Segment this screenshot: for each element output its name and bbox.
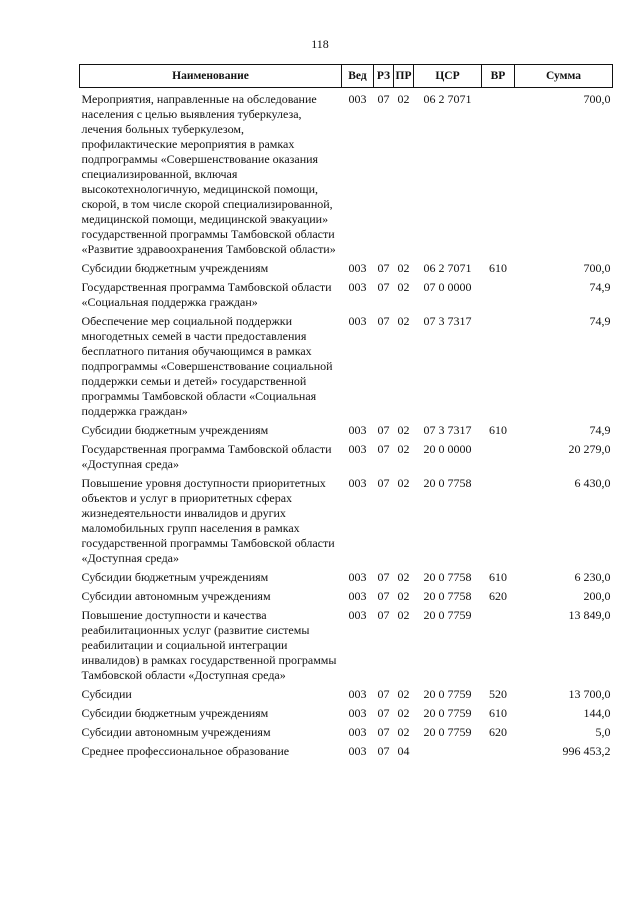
table-row bbox=[80, 472, 613, 566]
row-name: Государственная программа Тамбовской области «Доступная среда» bbox=[81, 442, 332, 471]
column-header-ved: Вед bbox=[342, 65, 374, 88]
column-header-pr: ПР bbox=[394, 65, 414, 88]
row-name: Мероприятия, направленные на обследование населения с целью выявления туберкулеза, лечения больных туберкулезом, профилактические мероприятия в рамках подпрограммы «Совершенствование оказания специализированной, включая высокотехнологичную, медицинской помощи, скорой, в том числе скорой специализированной, медицинской помощи, медицинской эвакуации» государственной программы Тамбовской области «Развитие здравоохранения Тамбовской области» bbox=[81, 92, 336, 256]
table-header-row bbox=[80, 65, 613, 88]
table-row bbox=[80, 585, 613, 604]
row-ved: 003 bbox=[348, 423, 367, 437]
row-vr bbox=[482, 740, 515, 759]
budget-table bbox=[79, 64, 613, 759]
table-row bbox=[80, 257, 613, 276]
row-ved: 003 bbox=[348, 280, 367, 294]
row-csr: 20 0 0000 bbox=[423, 442, 472, 456]
row-ved: 003 bbox=[348, 687, 367, 701]
row-name: Повышение уровня доступности приоритетных объектов и услуг в приоритетных сферах жизнедеятельности инвалидов и других маломобильных групп населения в рамках государственной программы Тамбовской области «Доступная среда» bbox=[81, 476, 335, 565]
row-sum: 6 430,0 bbox=[574, 476, 611, 490]
table-row bbox=[80, 419, 613, 438]
row-vr bbox=[482, 472, 515, 566]
row-name: Обеспечение мер социальной поддержки многодетных семей в части предоставления бесплатного питания обучающимся в рамках подпрограммы «Совершенствование социальной поддержки семьи и детей» государственной программы Тамбовской области «Социальная поддержка граждан» bbox=[81, 314, 333, 418]
table-row bbox=[80, 566, 613, 585]
row-name: Субсидии bbox=[81, 687, 132, 701]
row-name: Повышение доступности и качества реабилитационных услуг (развитие системы реабилитации и социальной интеграции инвалидов) в рамках государственной программы Тамбовской области «Доступная среда» bbox=[81, 608, 337, 682]
row-name: Субсидии бюджетным учреждениям bbox=[81, 570, 269, 584]
row-vr: 610 bbox=[489, 423, 507, 437]
row-ved: 003 bbox=[348, 314, 367, 328]
table-row bbox=[80, 683, 613, 702]
row-csr: 20 0 7759 bbox=[423, 725, 472, 739]
row-rz: 07 bbox=[377, 608, 390, 622]
row-name: Субсидии автономным учреждениям bbox=[81, 589, 271, 603]
row-csr bbox=[414, 740, 482, 759]
row-csr: 20 0 7758 bbox=[423, 476, 472, 490]
row-ved: 003 bbox=[348, 608, 367, 622]
table-row bbox=[80, 721, 613, 740]
row-pr: 04 bbox=[397, 744, 410, 758]
column-header-rz: РЗ bbox=[374, 65, 394, 88]
row-vr: 610 bbox=[489, 570, 507, 584]
table-row bbox=[80, 438, 613, 472]
table-body bbox=[80, 88, 613, 760]
table-row bbox=[80, 276, 613, 310]
table-row bbox=[80, 702, 613, 721]
row-pr: 02 bbox=[397, 423, 410, 437]
row-sum: 700,0 bbox=[583, 261, 611, 275]
row-ved: 003 bbox=[348, 589, 367, 603]
row-rz: 07 bbox=[377, 423, 390, 437]
row-name: Субсидии бюджетным учреждениям bbox=[81, 261, 269, 275]
row-rz: 07 bbox=[377, 442, 390, 456]
row-vr: 620 bbox=[489, 725, 507, 739]
row-rz: 07 bbox=[377, 725, 390, 739]
row-rz: 07 bbox=[377, 570, 390, 584]
row-rz: 07 bbox=[377, 706, 390, 720]
row-vr bbox=[482, 310, 515, 419]
row-rz: 07 bbox=[377, 687, 390, 701]
row-ved: 003 bbox=[348, 261, 367, 275]
row-vr: 610 bbox=[489, 261, 507, 275]
row-vr: 520 bbox=[489, 687, 507, 701]
row-rz: 07 bbox=[377, 314, 390, 328]
row-csr: 20 0 7758 bbox=[423, 589, 472, 603]
row-csr: 06 2 7071 bbox=[423, 92, 472, 106]
row-csr: 07 3 7317 bbox=[423, 423, 472, 437]
row-sum: 20 279,0 bbox=[568, 442, 611, 456]
row-rz: 07 bbox=[377, 744, 390, 758]
row-sum: 74,9 bbox=[589, 423, 611, 437]
row-vr bbox=[482, 604, 515, 683]
row-vr bbox=[482, 88, 515, 258]
row-rz: 07 bbox=[377, 589, 390, 603]
row-rz: 07 bbox=[377, 476, 390, 490]
row-name: Субсидии бюджетным учреждениям bbox=[81, 706, 269, 720]
row-sum: 13 700,0 bbox=[568, 687, 611, 701]
row-sum: 5,0 bbox=[595, 725, 611, 739]
row-vr: 620 bbox=[489, 589, 507, 603]
row-pr: 02 bbox=[397, 608, 410, 622]
row-rz: 07 bbox=[377, 92, 390, 106]
row-pr: 02 bbox=[397, 476, 410, 490]
row-pr: 02 bbox=[397, 706, 410, 720]
row-name: Государственная программа Тамбовской области «Социальная поддержка граждан» bbox=[81, 280, 332, 309]
table-row bbox=[80, 604, 613, 683]
column-header-sum: Сумма bbox=[515, 65, 613, 88]
row-vr bbox=[482, 276, 515, 310]
row-pr: 02 bbox=[397, 687, 410, 701]
row-csr: 07 3 7317 bbox=[423, 314, 472, 328]
row-sum: 74,9 bbox=[589, 314, 611, 328]
column-header-name: Наименование bbox=[80, 65, 342, 88]
row-sum: 13 849,0 bbox=[568, 608, 611, 622]
row-ved: 003 bbox=[348, 570, 367, 584]
row-csr: 20 0 7759 bbox=[423, 706, 472, 720]
row-pr: 02 bbox=[397, 725, 410, 739]
table-row bbox=[80, 310, 613, 419]
row-rz: 07 bbox=[377, 261, 390, 275]
row-rz: 07 bbox=[377, 280, 390, 294]
row-name: Субсидии автономным учреждениям bbox=[81, 725, 271, 739]
row-sum: 74,9 bbox=[589, 280, 611, 294]
row-csr: 20 0 7758 bbox=[423, 570, 472, 584]
row-sum: 6 230,0 bbox=[574, 570, 611, 584]
row-csr: 20 0 7759 bbox=[423, 608, 472, 622]
row-sum: 700,0 bbox=[583, 92, 611, 106]
row-pr: 02 bbox=[397, 589, 410, 603]
table-row bbox=[80, 740, 613, 759]
column-header-vr: ВР bbox=[482, 65, 515, 88]
row-csr: 06 2 7071 bbox=[423, 261, 472, 275]
row-pr: 02 bbox=[397, 92, 410, 106]
row-pr: 02 bbox=[397, 261, 410, 275]
row-pr: 02 bbox=[397, 280, 410, 294]
row-vr bbox=[482, 438, 515, 472]
row-ved: 003 bbox=[348, 744, 367, 758]
row-ved: 003 bbox=[348, 725, 367, 739]
row-ved: 003 bbox=[348, 476, 367, 490]
column-header-csr: ЦСР bbox=[414, 65, 482, 88]
row-pr: 02 bbox=[397, 314, 410, 328]
row-sum: 200,0 bbox=[583, 589, 611, 603]
row-vr: 610 bbox=[489, 706, 507, 720]
row-csr: 07 0 0000 bbox=[423, 280, 472, 294]
row-pr: 02 bbox=[397, 442, 410, 456]
table-row bbox=[80, 88, 613, 258]
row-sum: 144,0 bbox=[583, 706, 611, 720]
row-csr: 20 0 7759 bbox=[423, 687, 472, 701]
row-name: Субсидии бюджетным учреждениям bbox=[81, 423, 269, 437]
row-name: Среднее профессиональное образование bbox=[81, 744, 290, 758]
page-number: 118 bbox=[311, 37, 329, 51]
row-pr: 02 bbox=[397, 570, 410, 584]
row-sum: 996 453,2 bbox=[562, 744, 611, 758]
row-ved: 003 bbox=[348, 92, 367, 106]
row-ved: 003 bbox=[348, 442, 367, 456]
row-ved: 003 bbox=[348, 706, 367, 720]
